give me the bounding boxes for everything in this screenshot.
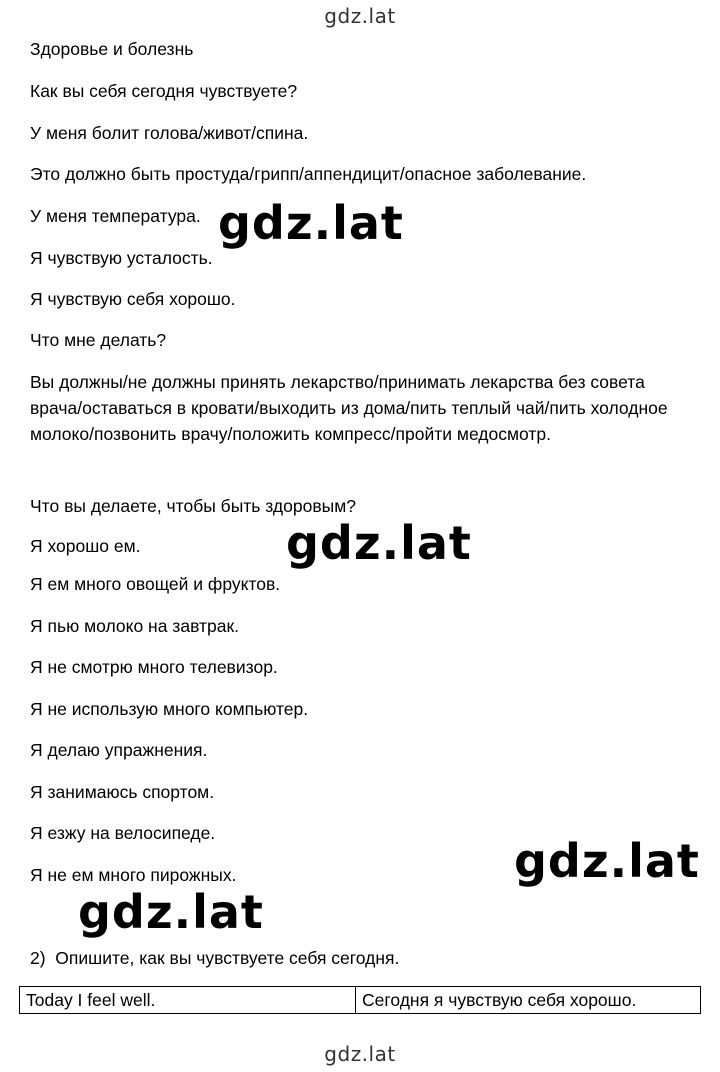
watermark-overlay: gdz.lat bbox=[514, 834, 700, 888]
text-line: Это должно быть простуда/грипп/аппендицит/опасное заболевание. bbox=[30, 164, 587, 184]
advice-paragraph: Вы должны/не должны принять лекарство/принимать лекарства без совета врача/оставаться в кровати/выходить из дома/пить теплый чай/пить холодное молоко/позвонить врачу/положить компресс/пройти медосмотр. bbox=[30, 372, 668, 444]
watermark-top: gdz.lat bbox=[324, 4, 396, 28]
task-number: 2) bbox=[30, 948, 46, 968]
text-line: Я не использую много компьютер. bbox=[30, 699, 309, 719]
text-line: У меня температура. bbox=[30, 206, 201, 226]
heading-health-and-illness: Здоровье и болезнь bbox=[30, 39, 194, 59]
text-line: Как вы себя сегодня чувствуете? bbox=[30, 81, 298, 101]
text-line: Я делаю упражнения. bbox=[30, 740, 208, 760]
text-line: Я пью молоко на завтрак. bbox=[30, 616, 239, 636]
answer-table bbox=[19, 986, 701, 1014]
text-line: Я чувствую усталость. bbox=[30, 248, 213, 268]
text-line: Что мне делать? bbox=[30, 330, 167, 350]
answer-russian-cell: Сегодня я чувствую себя хорошо. bbox=[356, 987, 701, 1014]
watermark-overlay: gdz.lat bbox=[78, 885, 264, 939]
text-line: Я занимаюсь спортом. bbox=[30, 782, 215, 802]
task-2 bbox=[30, 945, 399, 971]
watermark-overlay: gdz.lat bbox=[218, 196, 404, 250]
text-line: Я хорошо ем. bbox=[30, 536, 141, 556]
text-line: Что вы делаете, чтобы быть здоровым? bbox=[30, 496, 356, 516]
text-line: У меня болит голова/живот/спина. bbox=[30, 123, 309, 143]
text-line: Я езжу на велосипеде. bbox=[30, 823, 216, 843]
text-line: Я не смотрю много телевизор. bbox=[30, 657, 278, 677]
text-line: Я ем много овощей и фруктов. bbox=[30, 574, 281, 594]
watermark-bottom: gdz.lat bbox=[324, 1042, 396, 1066]
answer-english-cell: Today I feel well. bbox=[20, 987, 356, 1014]
task-text: Опишите, как вы чувствуете себя сегодня. bbox=[55, 948, 400, 968]
text-line: Я чувствую себя хорошо. bbox=[30, 289, 236, 309]
text-line: Я не ем много пирожных. bbox=[30, 865, 237, 885]
table-row bbox=[20, 987, 701, 1014]
watermark-overlay: gdz.lat bbox=[286, 516, 472, 570]
